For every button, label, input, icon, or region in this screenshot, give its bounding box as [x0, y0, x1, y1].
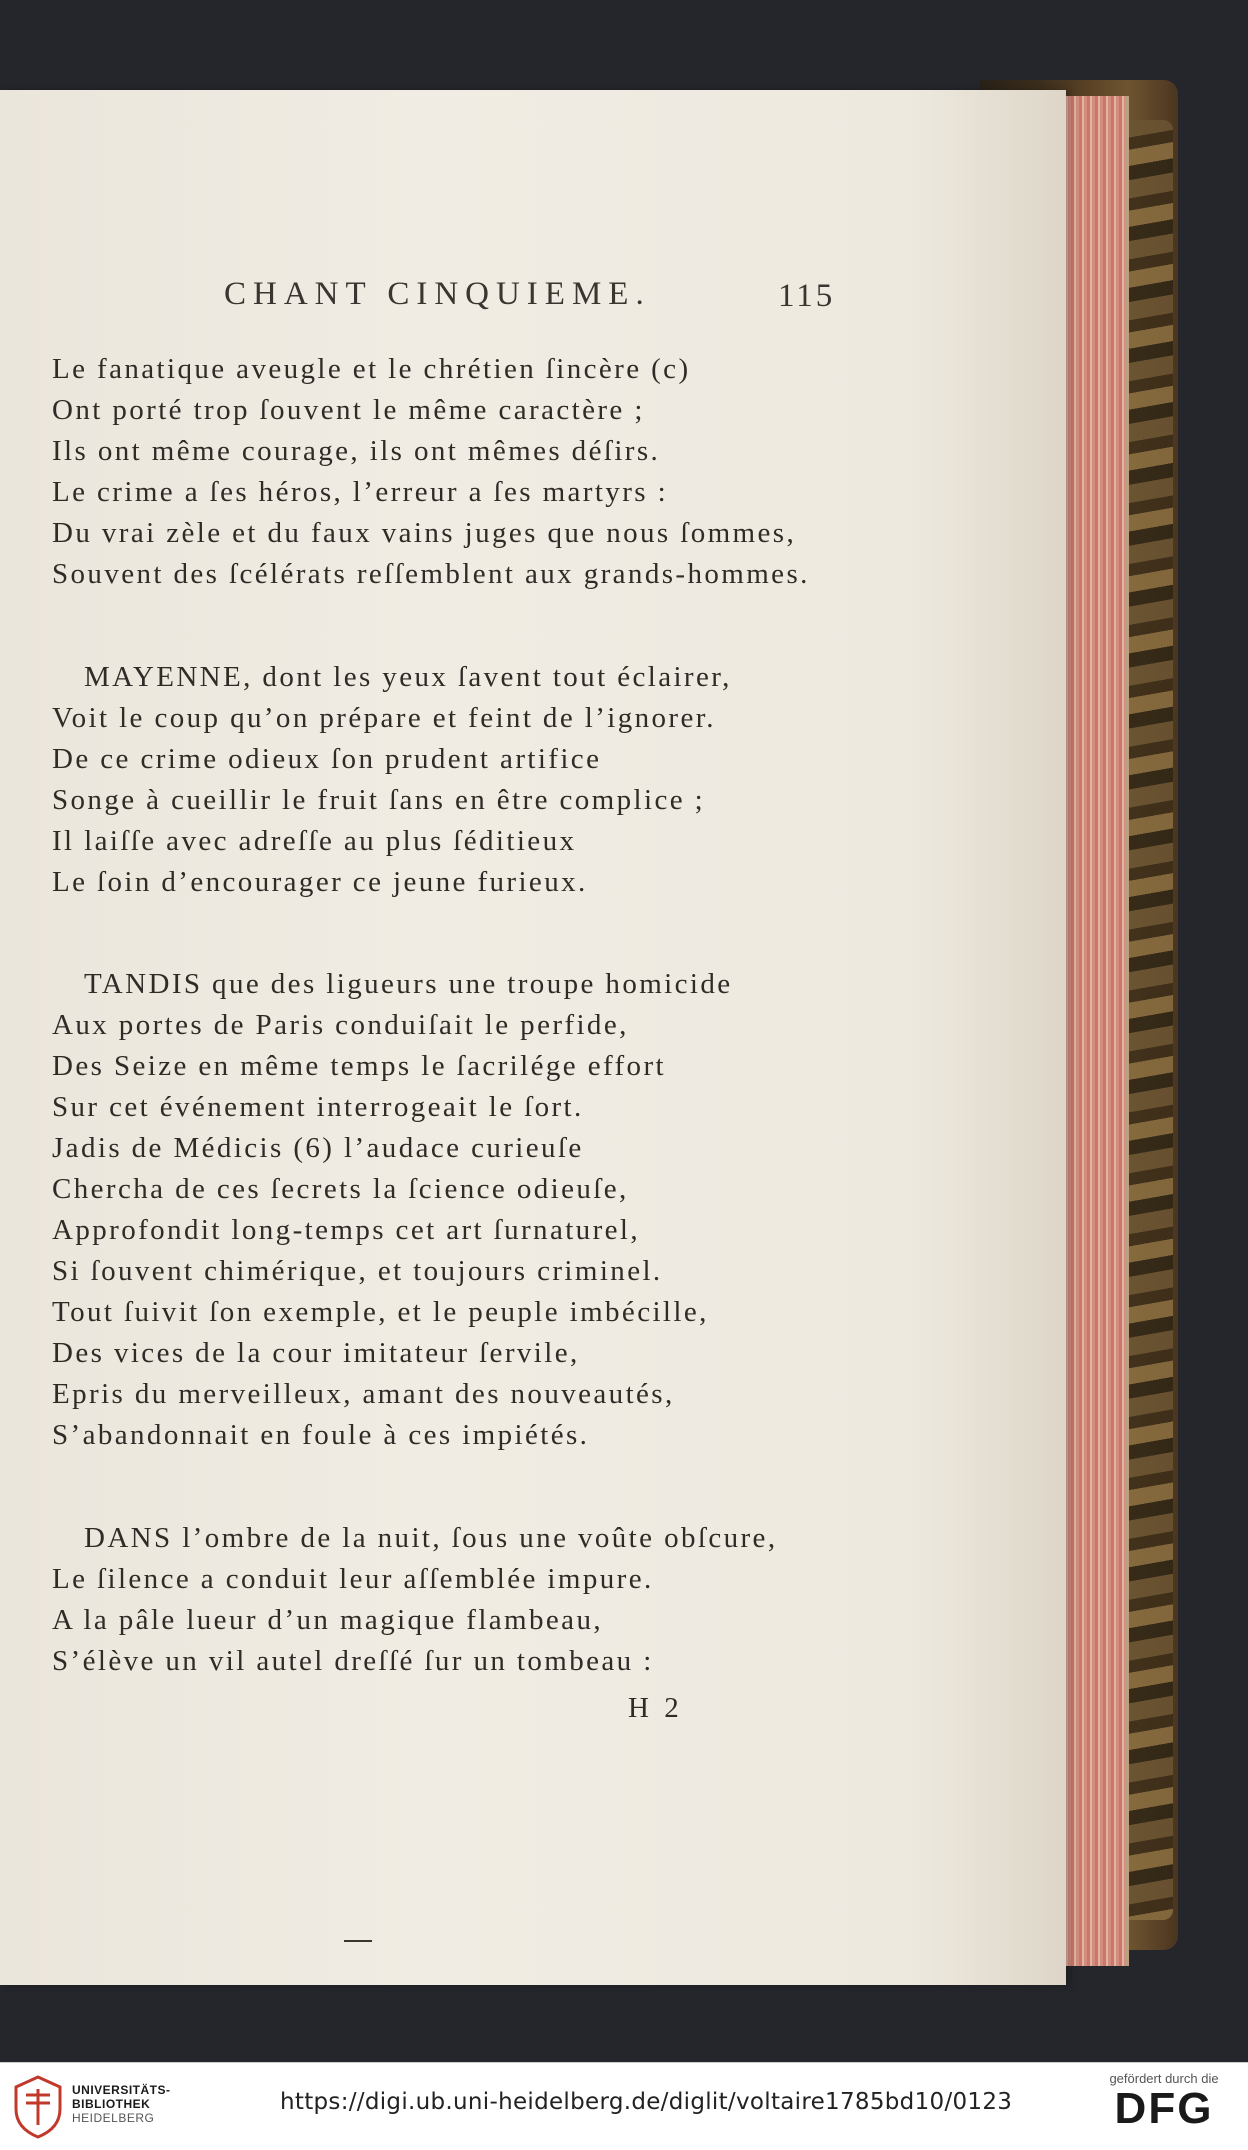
verse-line: TANDIS que des ligueurs une troupe homicide: [84, 968, 733, 1000]
funded-by-text: gefördert durch die: [1109, 2071, 1219, 2086]
verse-line: DANS l’ombre de la nuit, ſous une voûte obſcure,: [84, 1522, 778, 1554]
verse-line: S’élève un vil autel dreſſé ſur un tombeau :: [52, 1645, 654, 1677]
stanza-4: [52, 1518, 852, 1682]
verse-line: De ce crime odieux ſon prudent artifice: [52, 743, 602, 775]
marbled-cover-edge: [1125, 120, 1173, 1920]
verse-line: Songe à cueillir le fruit ſans en être complice ;: [52, 784, 706, 816]
verse-line: Ils ont même courage, ils ont mêmes déſirs.: [52, 435, 661, 467]
verse-line: Le ſoin d’encourager ce jeune furieux.: [52, 866, 588, 898]
verse-line: Chercha de ces ſecrets la ſcience odieuſe,: [52, 1173, 629, 1205]
verse-line: Aux portes de Paris conduiſait le perfide,: [52, 1009, 629, 1041]
funder-logo: [1094, 2071, 1234, 2132]
verse-line: Si ſouvent chimérique, et toujours criminel.: [52, 1255, 663, 1287]
university-seal-icon: [12, 2073, 64, 2139]
page-mark: [344, 1940, 372, 1942]
verse-line: Du vrai zèle et du faux vains juges que nous ſommes,: [52, 517, 797, 549]
verse-line: Souvent des ſcélérats reſſemblent aux grands-hommes.: [52, 558, 810, 590]
page-edges: [1055, 96, 1129, 1966]
library-name-line1: UNIVERSITÄTS-: [72, 2083, 171, 2097]
viewer-footer: [0, 2062, 1248, 2150]
verse-line: Il laiſſe avec adreſſe au plus ſéditieux: [52, 825, 577, 857]
verse-line: Ont porté trop ſouvent le même caractère ;: [52, 394, 645, 426]
library-name-line3: HEIDELBERG: [72, 2111, 155, 2125]
page-number: 115: [778, 278, 836, 314]
library-name-line2: BIBLIOTHEK: [72, 2097, 151, 2111]
verse-line: Tout ſuivit ſon exemple, et le peuple imbécille,: [52, 1296, 709, 1328]
verse-line: Le ſilence a conduit leur aſſemblée impure.: [52, 1563, 654, 1595]
printer-signature: H 2: [628, 1692, 683, 1724]
stanza-2: [52, 657, 852, 903]
stanza-1: [52, 349, 852, 595]
stanza-3: [52, 964, 852, 1456]
verse-line: MAYENNE, dont les yeux ſavent tout éclairer,: [84, 661, 732, 693]
library-name: [72, 2083, 171, 2125]
verse-line: Sur cet événement interrogeait le ſort.: [52, 1091, 584, 1123]
running-head: CHANT CINQUIEME.: [224, 276, 651, 312]
verse-line: Epris du merveilleux, amant des nouveautés,: [52, 1378, 675, 1410]
verse-line: Le crime a ſes héros, l’erreur a ſes martyrs :: [52, 476, 669, 508]
verse-line: Voit le coup qu’on prépare et feint de l’ignorer.: [52, 702, 716, 734]
verse-line: S’abandonnait en foule à ces impiétés.: [52, 1419, 590, 1451]
verse-line: A la pâle lueur d’un magique flambeau,: [52, 1604, 604, 1636]
verse-line: Approfondit long-temps cet art ſurnaturel,: [52, 1214, 641, 1246]
verse-line: Le fanatique aveugle et le chrétien ſincère (c): [52, 353, 691, 385]
verse-line: Jadis de Médicis (6) l’audace curieuſe: [52, 1132, 584, 1164]
dfg-logo: DFG: [1114, 2084, 1214, 2133]
verse-line: Des Seize en même temps le ſacrilége effort: [52, 1050, 666, 1082]
permalink-url[interactable]: https://digi.ub.uni-heidelberg.de/diglit/voltaire1785bd10/0123: [280, 2089, 1013, 2115]
verse-line: Des vices de la cour imitateur ſervile,: [52, 1337, 580, 1369]
